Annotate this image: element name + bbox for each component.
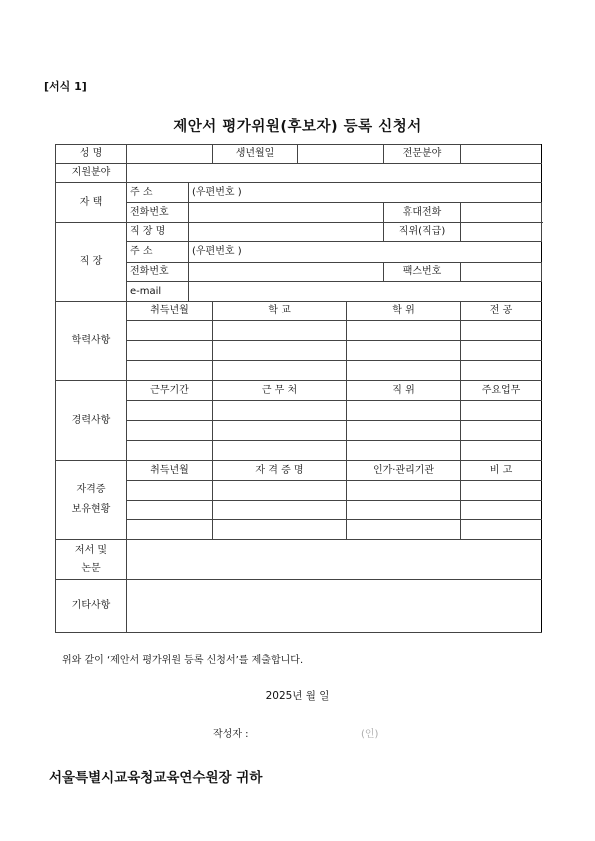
writer-label: 작성자 : — [213, 729, 249, 740]
career-section-label: 경력사항 — [56, 381, 127, 461]
home-mobile-field[interactable] — [461, 203, 542, 223]
birth-label: 생년월일 — [213, 145, 298, 164]
work-position-field[interactable] — [461, 223, 542, 242]
education-cell[interactable] — [213, 361, 347, 381]
education-cell[interactable] — [461, 341, 542, 361]
career-cell[interactable] — [347, 401, 461, 421]
work-phone-field[interactable] — [189, 263, 384, 282]
career-cell[interactable] — [347, 421, 461, 441]
career-header-duties: 주요업무 — [461, 381, 542, 401]
certificate-cell[interactable] — [347, 501, 461, 520]
support-field-label: 지원분야 — [56, 164, 127, 183]
certificate-cell[interactable] — [347, 520, 461, 540]
work-fax-label: 팩스번호 — [384, 263, 461, 282]
education-cell[interactable] — [127, 361, 213, 381]
education-cell[interactable] — [347, 341, 461, 361]
education-cell[interactable] — [213, 321, 347, 341]
submission-date: 2025년 월 일 — [265, 690, 330, 702]
work-address-label: 주 소 — [127, 242, 189, 263]
certificate-header-note: 비 고 — [461, 461, 542, 481]
career-cell[interactable] — [461, 421, 542, 441]
education-cell[interactable] — [127, 341, 213, 361]
work-section-label: 직 장 — [56, 223, 127, 302]
education-header-degree: 학 위 — [347, 302, 461, 321]
certificate-cell[interactable] — [213, 520, 347, 540]
career-cell[interactable] — [127, 401, 213, 421]
name-field[interactable] — [127, 145, 213, 164]
education-cell[interactable] — [347, 361, 461, 381]
addressee: 서울특별시교육청교육연수원장 귀하 — [49, 770, 263, 786]
career-cell[interactable] — [213, 441, 347, 461]
career-cell[interactable] — [127, 421, 213, 441]
publications-label: 저서 및 논문 — [56, 540, 127, 580]
certificate-cell[interactable] — [461, 501, 542, 520]
work-address-field[interactable]: (우편번호 ) — [189, 242, 542, 263]
education-cell[interactable] — [461, 321, 542, 341]
career-header-workplace: 근 무 처 — [213, 381, 347, 401]
application-form-table — [55, 144, 542, 633]
career-cell[interactable] — [213, 401, 347, 421]
home-phone-label: 전화번호 — [127, 203, 189, 223]
certificate-cell[interactable] — [347, 481, 461, 501]
career-header-position: 직 위 — [347, 381, 461, 401]
home-address-field[interactable]: (우편번호 ) — [189, 183, 542, 203]
certificate-cell[interactable] — [213, 481, 347, 501]
education-cell[interactable] — [127, 321, 213, 341]
work-email-field[interactable] — [189, 282, 542, 302]
certificate-section-label: 자격증 보유현황 — [56, 461, 127, 540]
work-company-field[interactable] — [189, 223, 384, 242]
certificate-cell[interactable] — [213, 501, 347, 520]
career-header-period: 근무기간 — [127, 381, 213, 401]
home-section-label: 자 택 — [56, 183, 127, 223]
form-number-label: [서식 1] — [44, 80, 87, 93]
career-cell[interactable] — [213, 421, 347, 441]
certificate-cell[interactable] — [127, 481, 213, 501]
expertise-field[interactable] — [461, 145, 542, 164]
support-field-value[interactable] — [127, 164, 542, 183]
seal-mark: (인) — [361, 729, 379, 740]
name-label: 성 명 — [56, 145, 127, 164]
declaration-text: 위와 같이 ‘제안서 평가위원 등록 신청서’를 제출합니다. — [62, 655, 304, 666]
certificate-header-date: 취득년월 — [127, 461, 213, 481]
work-fax-field[interactable] — [461, 263, 542, 282]
other-notes-field[interactable] — [127, 580, 542, 633]
certificate-header-authority: 인가·관리기관 — [347, 461, 461, 481]
education-cell[interactable] — [213, 341, 347, 361]
work-email-label: e-mail — [127, 282, 189, 302]
certificate-cell[interactable] — [461, 481, 542, 501]
education-cell[interactable] — [461, 361, 542, 381]
publications-field[interactable] — [127, 540, 542, 580]
home-address-label: 주 소 — [127, 183, 189, 203]
document-title: 제안서 평가위원(후보자) 등록 신청서 — [173, 119, 422, 135]
home-mobile-label: 휴대전화 — [384, 203, 461, 223]
career-cell[interactable] — [127, 441, 213, 461]
career-cell[interactable] — [461, 441, 542, 461]
certificate-cell[interactable] — [127, 520, 213, 540]
education-header-major: 전 공 — [461, 302, 542, 321]
home-phone-field[interactable] — [189, 203, 384, 223]
education-header-date: 취득년월 — [127, 302, 213, 321]
certificate-cell[interactable] — [461, 520, 542, 540]
education-cell[interactable] — [347, 321, 461, 341]
certificate-header-name: 자 격 증 명 — [213, 461, 347, 481]
expertise-label: 전문분야 — [384, 145, 461, 164]
work-company-label: 직 장 명 — [127, 223, 189, 242]
education-section-label: 학력사항 — [56, 302, 127, 381]
work-position-label: 직위(직급) — [384, 223, 461, 242]
education-header-school: 학 교 — [213, 302, 347, 321]
certificate-cell[interactable] — [127, 501, 213, 520]
work-phone-label: 전화번호 — [127, 263, 189, 282]
birth-field[interactable] — [298, 145, 384, 164]
other-notes-label: 기타사항 — [56, 580, 127, 633]
career-cell[interactable] — [347, 441, 461, 461]
career-cell[interactable] — [461, 401, 542, 421]
